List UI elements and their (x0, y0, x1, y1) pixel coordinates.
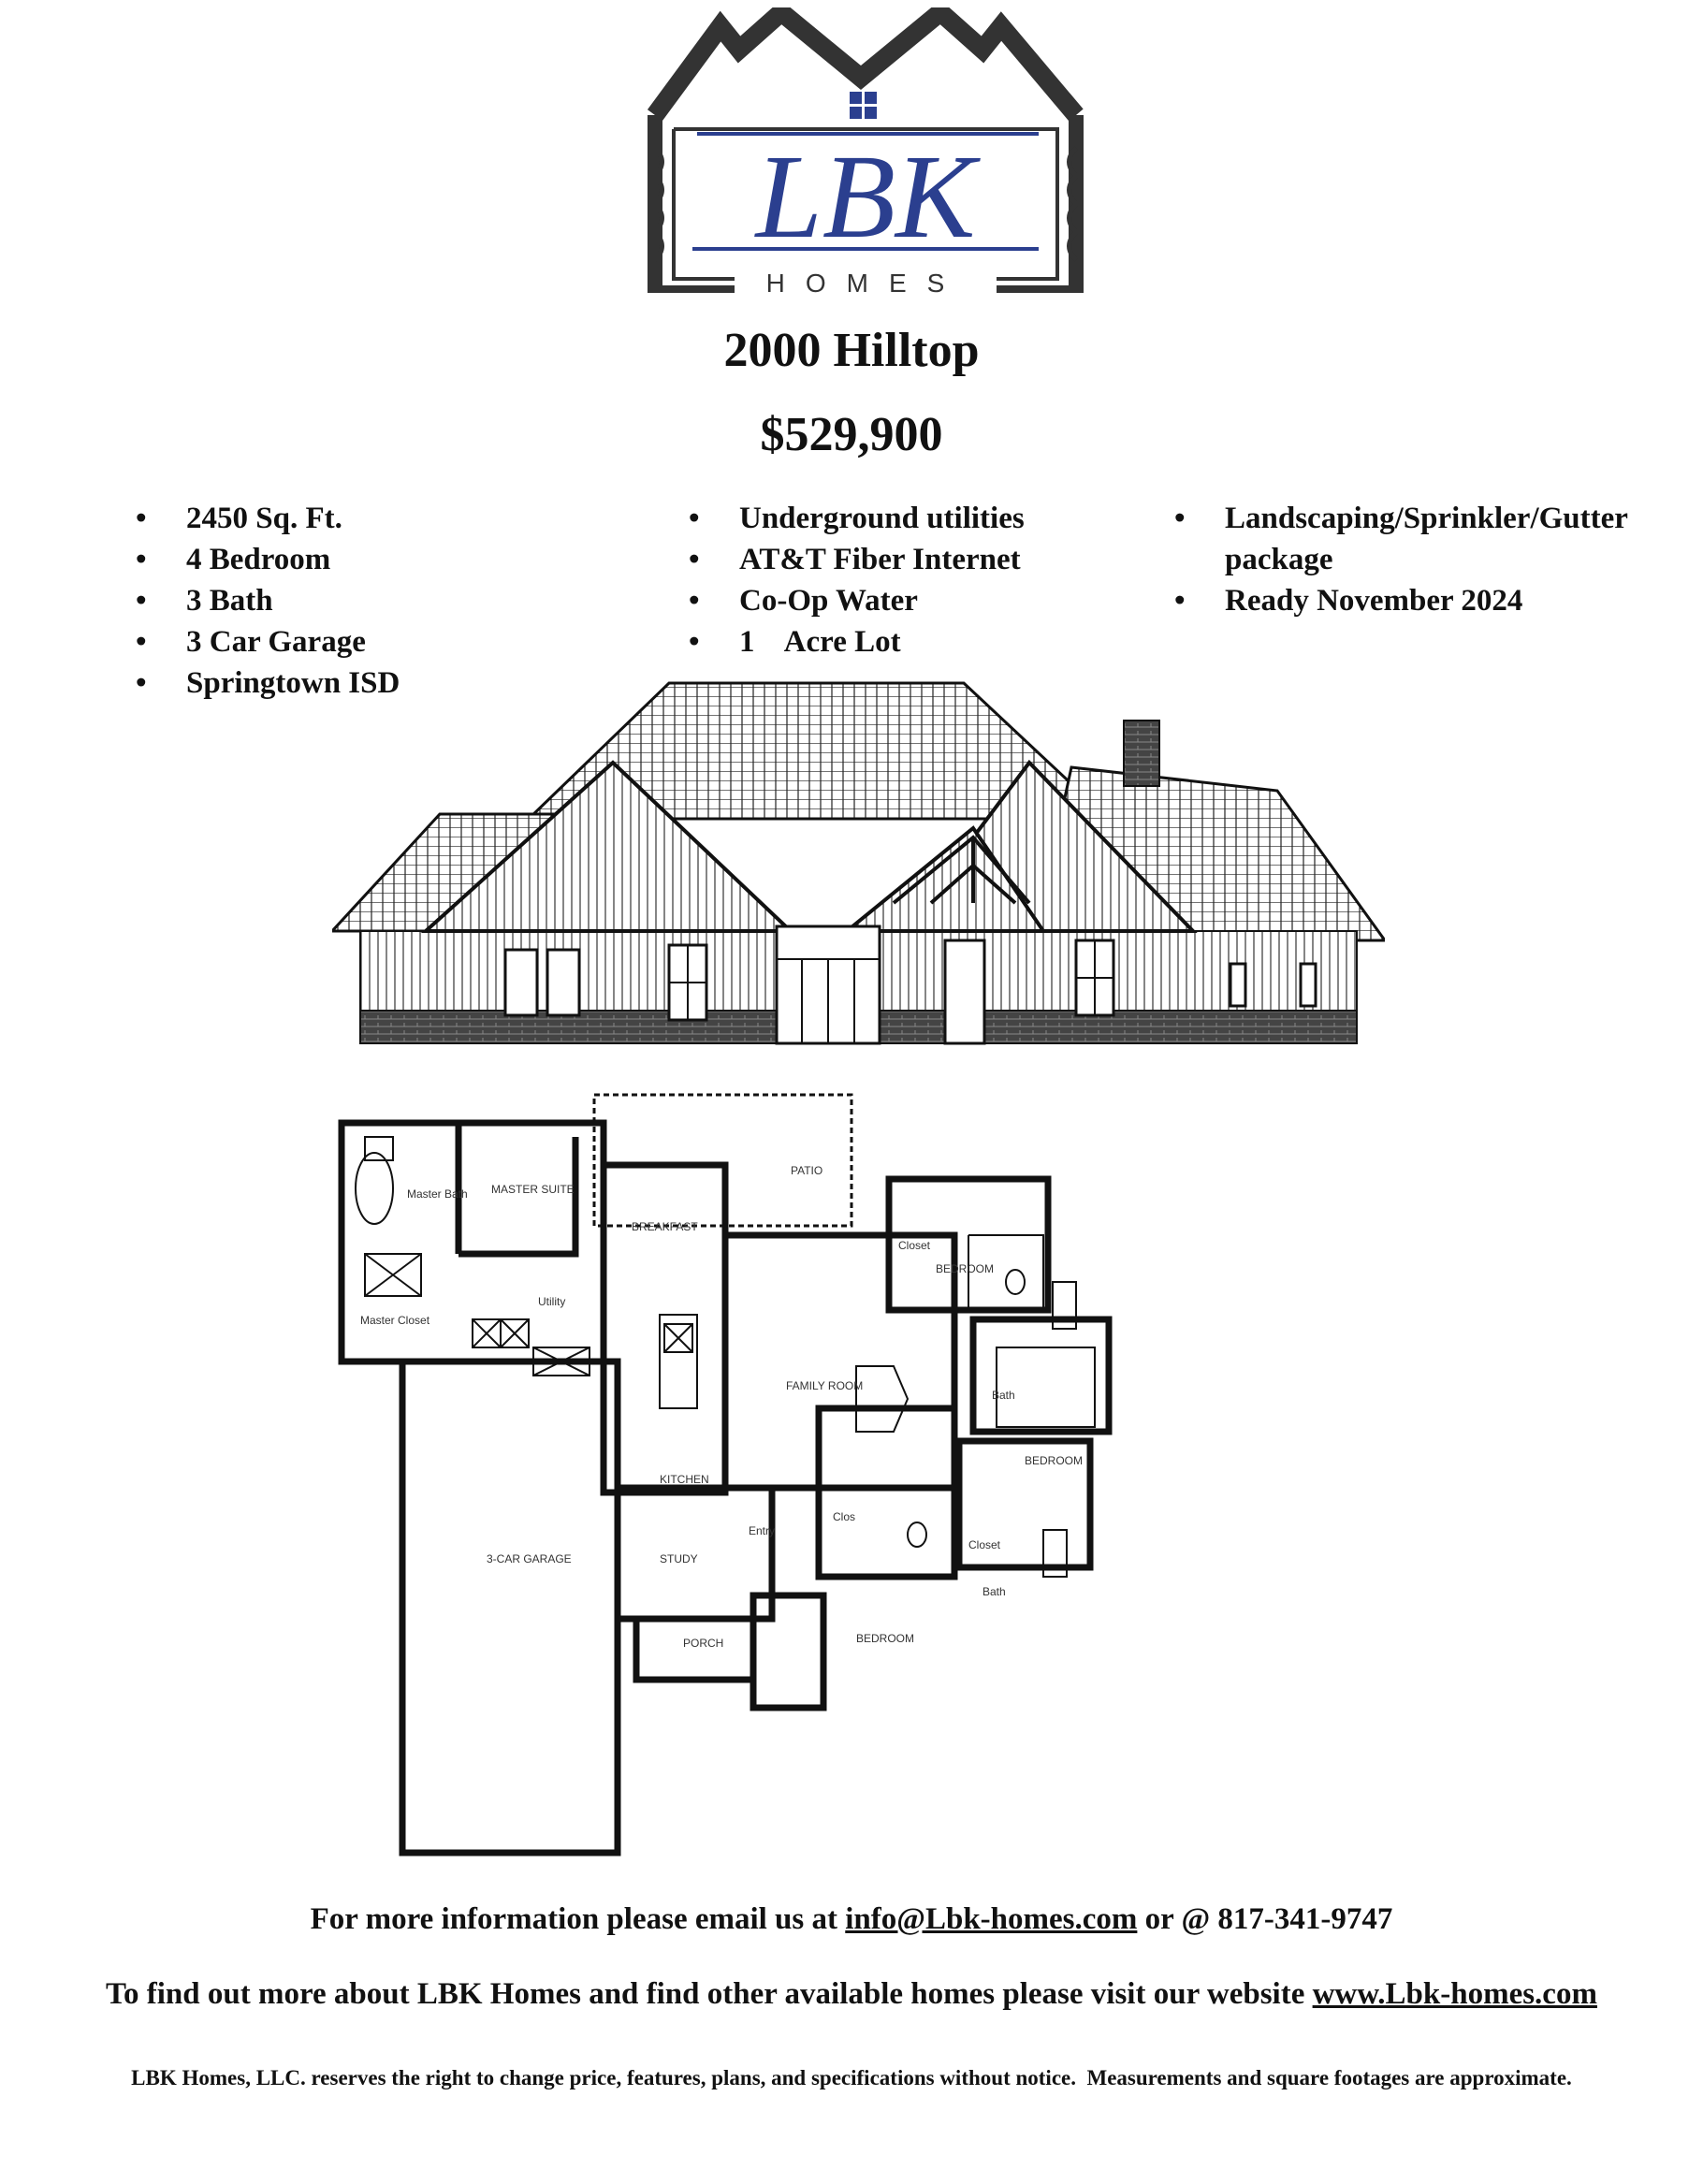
room-label: BEDROOM (1025, 1454, 1084, 1467)
property-address: 2000 Hilltop (723, 324, 980, 377)
contact-line (0, 1902, 1703, 1937)
feature-item: • 2450 Sq. Ft. (136, 498, 400, 539)
feature-list-1 (136, 498, 400, 704)
feature-list-3 (1174, 498, 1661, 621)
room-label: Entry (749, 1524, 776, 1537)
room-label: Master Bath (407, 1187, 468, 1201)
logo-text: LBK (755, 130, 976, 263)
room-label: PORCH (683, 1637, 724, 1650)
window-icon (850, 92, 877, 119)
website-line (0, 1977, 1703, 2012)
feature-item: • Underground utilities (689, 498, 1025, 539)
feature-item: • 4 Bedroom (136, 539, 400, 580)
feature-item: • 3 Bath (136, 580, 400, 621)
floor-plan-drawing (337, 1071, 1390, 1857)
room-label: MASTER SUITE (491, 1183, 575, 1196)
room-label: STUDY (660, 1552, 698, 1565)
disclaimer: LBK Homes, LLC. reserves the right to change price, features, plans, and specifications without notice. Measurements and square footages are approximate. (131, 2066, 1572, 2089)
feature-item: • Landscaping/Sprinkler/Gutter package (1174, 498, 1661, 580)
feature-item: • 1 Acre Lot (689, 621, 1025, 662)
lbk-homes-logo (646, 7, 1085, 293)
feature-item: • AT&T Fiber Internet (689, 539, 1025, 580)
room-label: Closet (968, 1538, 1001, 1551)
room-label: Master Closet (360, 1314, 430, 1327)
room-label: BEDROOM (936, 1262, 995, 1275)
room-label: PATIO (791, 1164, 823, 1177)
room-label: 3-CAR GARAGE (487, 1552, 572, 1565)
feature-item: • 3 Car Garage (136, 621, 400, 662)
contact-phone: or @ 817-341-9747 (1144, 1902, 1393, 1936)
visit-prefix: To find out more about LBK Homes and find other available homes please visit our website (106, 1977, 1305, 2011)
contact-prefix: For more information please email us at (310, 1902, 837, 1936)
feature-item: • Ready November 2024 (1174, 580, 1661, 621)
feature-item: • Springtown ISD (136, 662, 400, 704)
room-label: Closet (898, 1239, 931, 1252)
room-label: Clos (833, 1510, 856, 1523)
room-label: Bath (992, 1389, 1015, 1402)
feature-list-2 (689, 498, 1025, 662)
room-label: BREAKFAST (632, 1220, 698, 1233)
room-label: KITCHEN (660, 1473, 709, 1486)
house-elevation-drawing (332, 678, 1385, 1053)
room-label: Bath (982, 1585, 1006, 1598)
property-price: $529,900 (760, 408, 943, 461)
feature-item: • Co-Op Water (689, 580, 1025, 621)
website-link[interactable]: www.Lbk-homes.com (1312, 1977, 1597, 2011)
room-label: Utility (538, 1295, 566, 1308)
email-link[interactable]: info@Lbk-homes.com (845, 1902, 1138, 1936)
logo-subtitle: HOMES (765, 269, 966, 293)
room-label: BEDROOM (856, 1632, 915, 1645)
room-label: FAMILY ROOM (786, 1379, 864, 1392)
